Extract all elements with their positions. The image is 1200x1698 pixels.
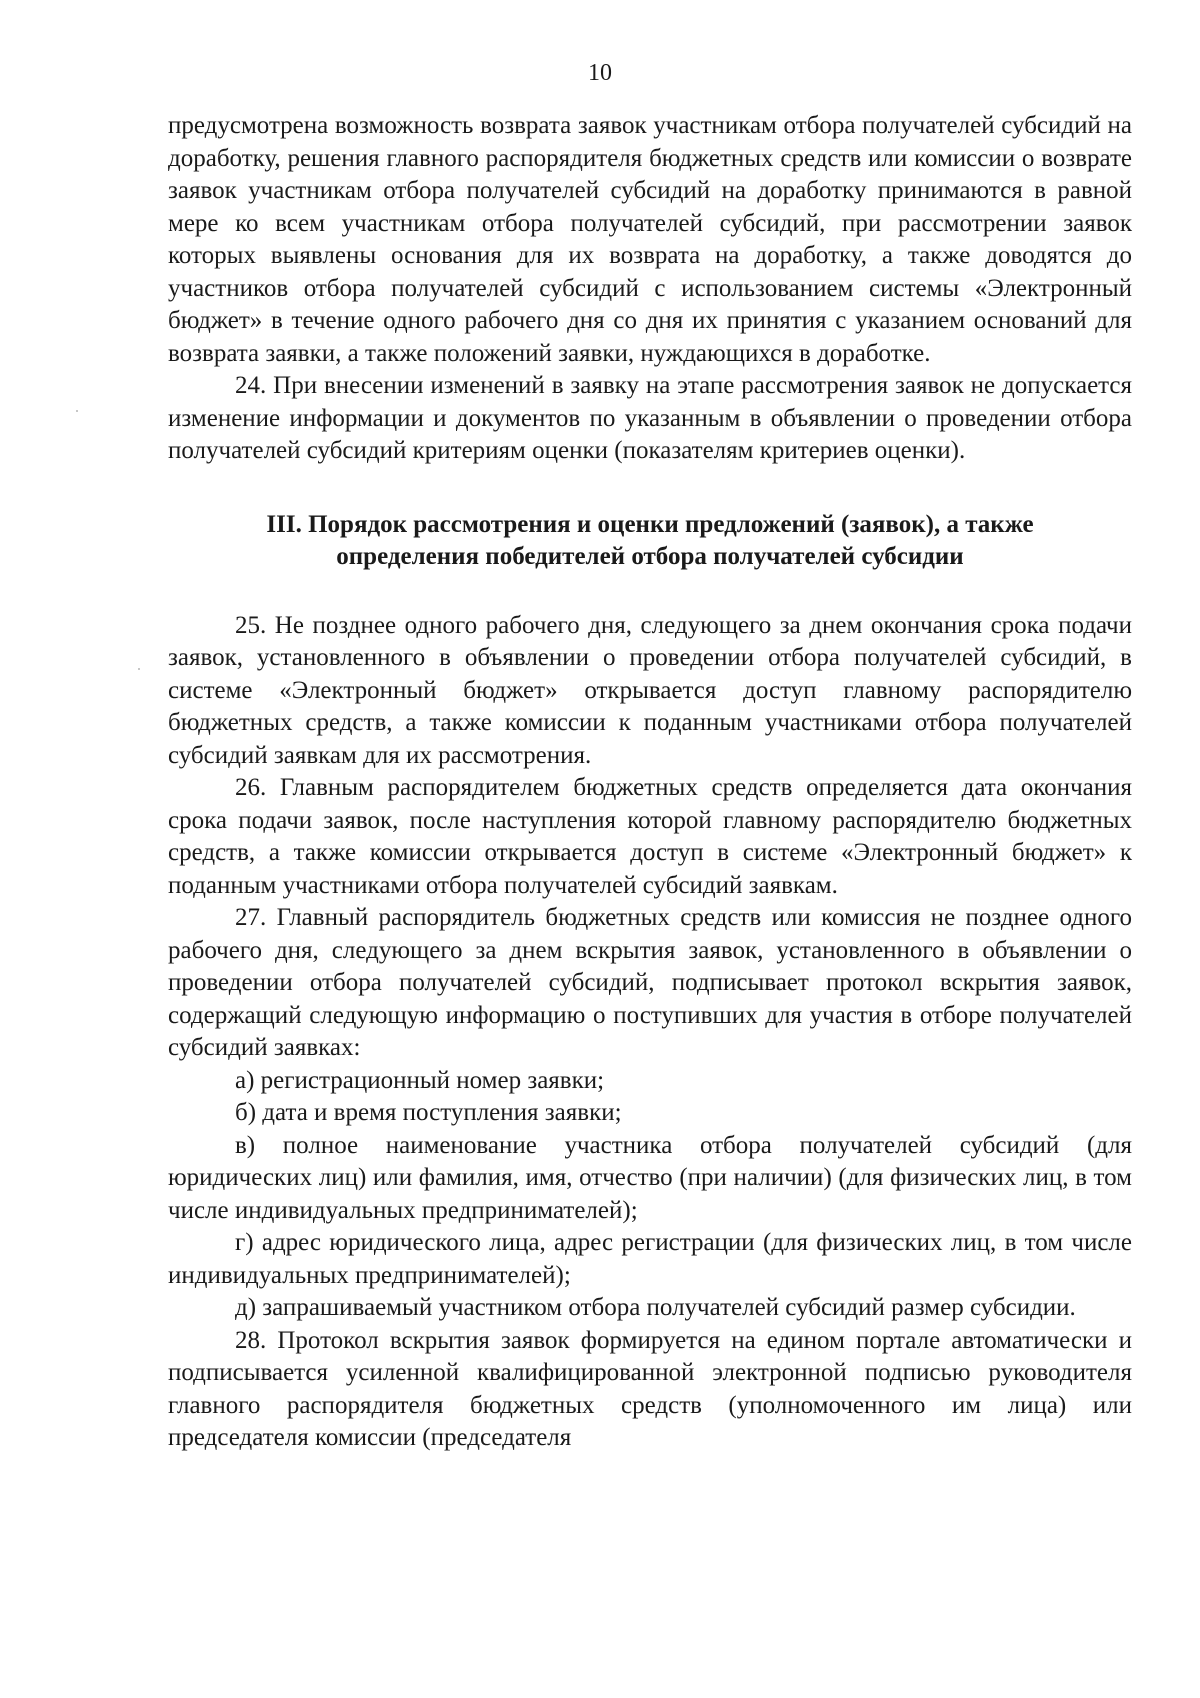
paragraph-25: 25. Не позднее одного рабочего дня, следующего за днем окончания срока подачи заявок, установленного в объявлении о проведении отбора получателей субсидий, в системе «Электронный бюджет» открывается доступ главному распорядителю бюджетных средств, а также комиссии к поданным участниками отбора получателей субсидий заявкам для их рассмотрения. [168, 611, 1132, 769]
document-body [168, 110, 1132, 1455]
section-heading [168, 509, 1132, 574]
paragraph-24: 24. При внесении изменений в заявку на этапе рассмотрения заявок не допускается изменение информации и документов по указанным в объявлении о проведении отбора получателей субсидий критериям оценки (показателям критериев оценки). [168, 372, 1132, 464]
list-item-d: д) запрашиваемый участником отбора получателей субсидий размер субсидии. [235, 1294, 1076, 1321]
scan-speck [138, 668, 140, 670]
section-heading-line-1: III. Порядок рассмотрения и оценки предложений (заявок), а также [266, 510, 1034, 538]
paragraph-26: 26. Главным распорядителем бюджетных средств определяется дата окончания срока подачи заявок, после наступления которой главному распорядителю бюджетных средств, а также комиссии открывается доступ в системе «Электронный бюджет» к поданным участниками отбора получателей субсидий заявкам. [168, 774, 1132, 899]
list-item-a: а) регистрационный номер заявки; [235, 1066, 605, 1094]
list-item-b: б) дата и время поступления заявки; [235, 1099, 622, 1126]
list-item-g: г) адрес юридического лица, адрес регистрации (для физических лиц, в том числе индивидуальных предпринимателей); [168, 1229, 1132, 1289]
list-item-v: в) полное наименование участника отбора получателей субсидий (для юридических лиц) или фамилия, имя, отчество (при наличии) (для физических лиц, в том числе индивидуальных предпринимателей); [168, 1131, 1132, 1224]
paragraph-continuation: предусмотрена возможность возврата заявок участникам отбора получателей субсидий на доработку, решения главного распорядителя бюджетных средств или комиссии о возврате заявок участникам отбора получателей субсидий на доработку принимаются в равной мере ко всем участникам отбора получателей субсидий, при рассмотрении заявок которых выявлены основания для их возврата на доработку, а также доводятся до участников отбора получателей субсидий с использованием системы «Электронный бюджет» в течение одного рабочего дня со дня их принятия с указанием оснований для возврата заявки, а также положений заявки, нуждающихся в доработке. [168, 112, 1132, 367]
scan-speck [76, 410, 78, 412]
paragraph-27: 27. Главный распорядитель бюджетных средств или комиссия не позднее одного рабочего дня, следующего за днем вскрытия заявок, установленного в объявлении о проведении отбора получателей субсидий, подписывает протокол вскрытия заявок, содержащий следующую информацию о поступивших для участия в отборе получателей субсидий заявках: [168, 904, 1132, 1061]
page-number: 10 [588, 60, 612, 86]
section-heading-line-2: определения победителей отбора получателей субсидии [336, 543, 964, 570]
paragraph-28: 28. Протокол вскрытия заявок формируется на едином портале автоматически и подписывается усиленной квалифицированной электронной подписью руководителя главного распорядителя бюджетных средств (уполномоченного им лица) или председателя комиссии (председателя [168, 1326, 1132, 1451]
